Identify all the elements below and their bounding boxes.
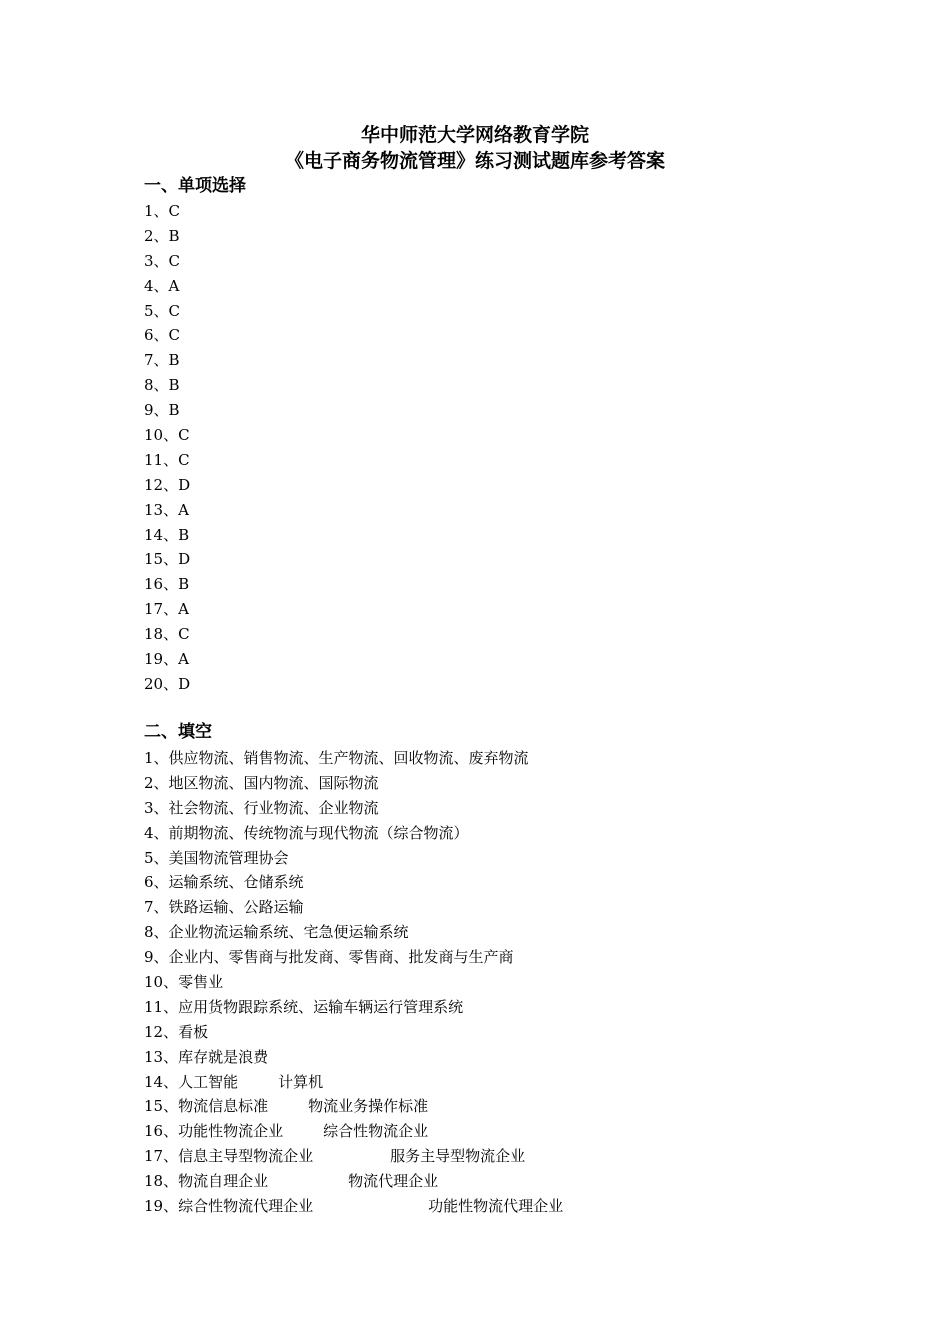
list-item: 15、D xyxy=(144,550,191,569)
list-item xyxy=(144,771,563,796)
list-item xyxy=(144,1070,563,1095)
list-item: 2、B xyxy=(144,226,180,245)
fill-in-answer-list xyxy=(144,746,563,1219)
answer-part-a: 18、物流自理企业 xyxy=(144,1172,269,1191)
list-item xyxy=(144,1169,563,1194)
list-item: 5、C xyxy=(144,301,181,320)
answer-part-a: 15、物流信息标准 xyxy=(144,1097,269,1116)
list-item xyxy=(144,1020,563,1045)
list-item: 17、A xyxy=(144,600,189,619)
list-item xyxy=(144,895,563,920)
answer-part-a: 11、应用货物跟踪系统、运输车辆运行管理系统 xyxy=(144,997,464,1016)
list-item xyxy=(144,945,563,970)
answer-part-a: 8、企业物流运输系统、宅急便运输系统 xyxy=(144,923,409,942)
section-heading-single-choice: 一、单项选择 xyxy=(144,176,246,196)
answer-part-b: 服务主导型物流企业 xyxy=(390,1147,526,1166)
answer-part-b: 综合性物流企业 xyxy=(323,1122,429,1141)
list-item: 16、B xyxy=(144,575,190,594)
answer-part-a: 9、企业内、零售商与批发商、零售商、批发商与生产商 xyxy=(144,948,514,967)
list-item: 1、C xyxy=(144,202,181,220)
list-item xyxy=(144,746,563,771)
list-item: 7、B xyxy=(144,351,180,370)
list-item: 18、C xyxy=(144,625,190,644)
list-item xyxy=(144,821,563,846)
list-item xyxy=(144,995,563,1020)
list-item xyxy=(144,1119,563,1144)
answer-part-b: 物流业务操作标准 xyxy=(308,1097,429,1116)
answer-part-a: 14、人工智能 xyxy=(144,1072,239,1091)
answer-part-a: 6、运输系统、仓储系统 xyxy=(144,873,304,892)
answer-part-a: 3、社会物流、行业物流、企业物流 xyxy=(144,798,379,817)
list-item: 11、C xyxy=(144,450,190,469)
answer-part-a: 5、美国物流管理协会 xyxy=(144,848,289,867)
list-item xyxy=(144,1144,563,1169)
answer-part-a: 7、铁路运输、公路运输 xyxy=(144,898,304,917)
list-item: 10、C xyxy=(144,426,190,445)
list-item xyxy=(144,796,563,821)
answer-part-b: 功能性物流代理企业 xyxy=(428,1197,564,1216)
list-item: 8、B xyxy=(144,376,180,395)
answer-part-a: 1、供应物流、销售物流、生产物流、回收物流、废弃物流 xyxy=(144,749,529,767)
answer-part-a: 17、信息主导型物流企业 xyxy=(144,1147,314,1166)
answer-part-a: 19、综合性物流代理企业 xyxy=(144,1197,314,1216)
document-title-line1: 华中师范大学网络教育学院 xyxy=(360,124,589,146)
answer-part-a: 2、地区物流、国内物流、国际物流 xyxy=(144,773,379,792)
list-item: 9、B xyxy=(144,401,180,420)
answer-part-a: 16、功能性物流企业 xyxy=(144,1122,284,1141)
answer-part-b: 计算机 xyxy=(278,1072,324,1091)
document-title-line2: 《电子商务物流管理》练习测试题库参考答案 xyxy=(284,150,665,172)
list-item: 13、A xyxy=(144,500,189,519)
list-item xyxy=(144,970,563,995)
answer-part-a: 12、看板 xyxy=(144,1022,209,1041)
list-item xyxy=(144,1094,563,1119)
answer-part-b: 物流代理企业 xyxy=(348,1172,439,1191)
list-item: 12、D xyxy=(144,475,191,494)
answer-part-a: 13、库存就是浪费 xyxy=(144,1047,269,1066)
list-item: 14、B xyxy=(144,525,190,544)
list-item: 6、C xyxy=(144,326,181,345)
list-item xyxy=(144,1045,563,1070)
single-choice-answer-list xyxy=(144,199,190,697)
list-item xyxy=(144,920,563,945)
list-item xyxy=(144,1194,563,1219)
list-item: 4、A xyxy=(144,276,180,295)
list-item xyxy=(144,870,563,895)
list-item: 19、A xyxy=(144,650,189,669)
section-heading-fill-in: 二、填空 xyxy=(144,722,212,742)
list-item: 3、C xyxy=(144,251,181,270)
answer-part-a: 4、前期物流、传统物流与现代物流（综合物流） xyxy=(144,823,469,842)
list-item: 20、D xyxy=(144,674,191,693)
answer-part-a: 10、零售业 xyxy=(144,973,224,992)
list-item xyxy=(144,846,563,871)
